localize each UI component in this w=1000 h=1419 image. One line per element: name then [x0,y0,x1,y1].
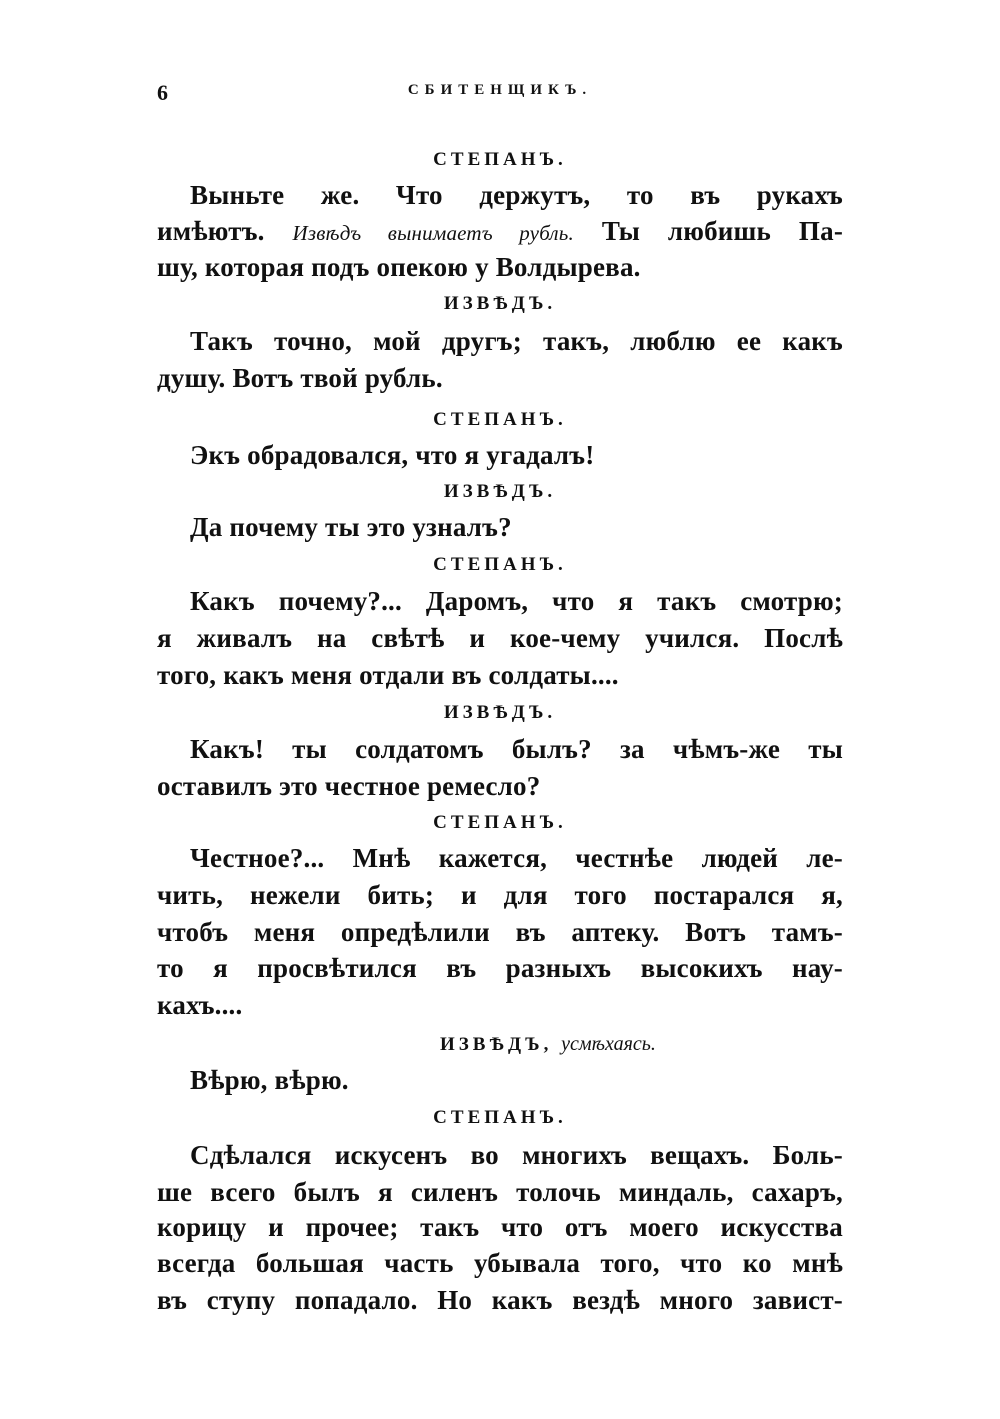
speaker-heading: СТЕПАНЪ. [433,554,567,575]
text-line: оставилъ это честное ремесло? [157,771,541,801]
text-line: Вѣрю, вѣрю. [190,1065,349,1095]
text-line: корицу и прочее; такъ что отъ моего искусства [157,1212,843,1242]
text-fragment: имѣютъ. [157,216,265,246]
text-line: Экъ обрадовался, что я угадалъ! [190,440,595,470]
text-line: Какъ почему?... Даромъ, что я такъ смотрю; [190,586,843,616]
text-line: ше всего былъ я силенъ толочь миндаль, сахаръ, [157,1177,843,1207]
page-number: 6 [157,80,168,105]
text-line: то я просвѣтился въ разныхъ высокихъ нау- [157,953,843,983]
text-line: Сдѣлался искусенъ во многихъ вещахъ. Боль- [190,1140,843,1170]
text-line: всегда большая часть убывала того, что ко мнѣ [157,1248,843,1278]
text-line: я живалъ на свѣтѣ и кое-чему учился. Послѣ [157,623,843,653]
text-line: душу. Вотъ твой рубль. [157,363,443,393]
text-line: шу, которая подъ опекою у Волдырева. [157,252,641,282]
speaker-heading: СТЕПАНЪ. [433,812,567,833]
text-line: Выньте же. Что держутъ, то въ рукахъ [190,180,843,210]
speaker-name: ИЗВѢДЪ, [440,1034,553,1055]
text-line [157,214,843,250]
text-fragment: Ты любишь Па- [601,216,844,246]
running-title: СБИТЕНЩИКЪ. [407,82,593,98]
text-line: Да почему ты это узналъ? [190,512,512,542]
text-line: кахъ.... [157,990,243,1020]
text-line: чтобъ меня опредѣлили въ аптеку. Вотъ тамъ- [157,917,843,947]
text-line: того, какъ меня отдали въ солдаты.... [157,660,619,690]
text-line: Какъ! ты солдатомъ былъ? за чѣмъ-же ты [190,734,843,764]
speaker-heading: ИЗВѢДЪ. [443,293,557,314]
text-line: чить, нежели бить; и для того постарался я, [157,880,843,910]
stage-direction: усмѣхаясь. [561,1033,656,1055]
stage-direction: Извѣдъ вынимаетъ рубль. [292,221,574,245]
text-line: въ ступу попадало. Но какъ вездѣ много завист- [157,1285,843,1315]
text-line: Такъ точно, мой другъ; такъ, люблю ее какъ [190,326,843,356]
speaker-heading [440,1030,840,1059]
speaker-heading: ИЗВѢДЪ. [443,481,557,502]
speaker-heading: ИЗВѢДЪ. [443,702,557,723]
speaker-heading: СТЕПАНЪ. [433,149,567,170]
speaker-heading: СТЕПАНЪ. [433,409,567,430]
text-line: Честное?... Мнѣ кажется, честнѣе людей ле- [190,843,843,873]
speaker-heading: СТЕПАНЪ. [433,1107,567,1128]
